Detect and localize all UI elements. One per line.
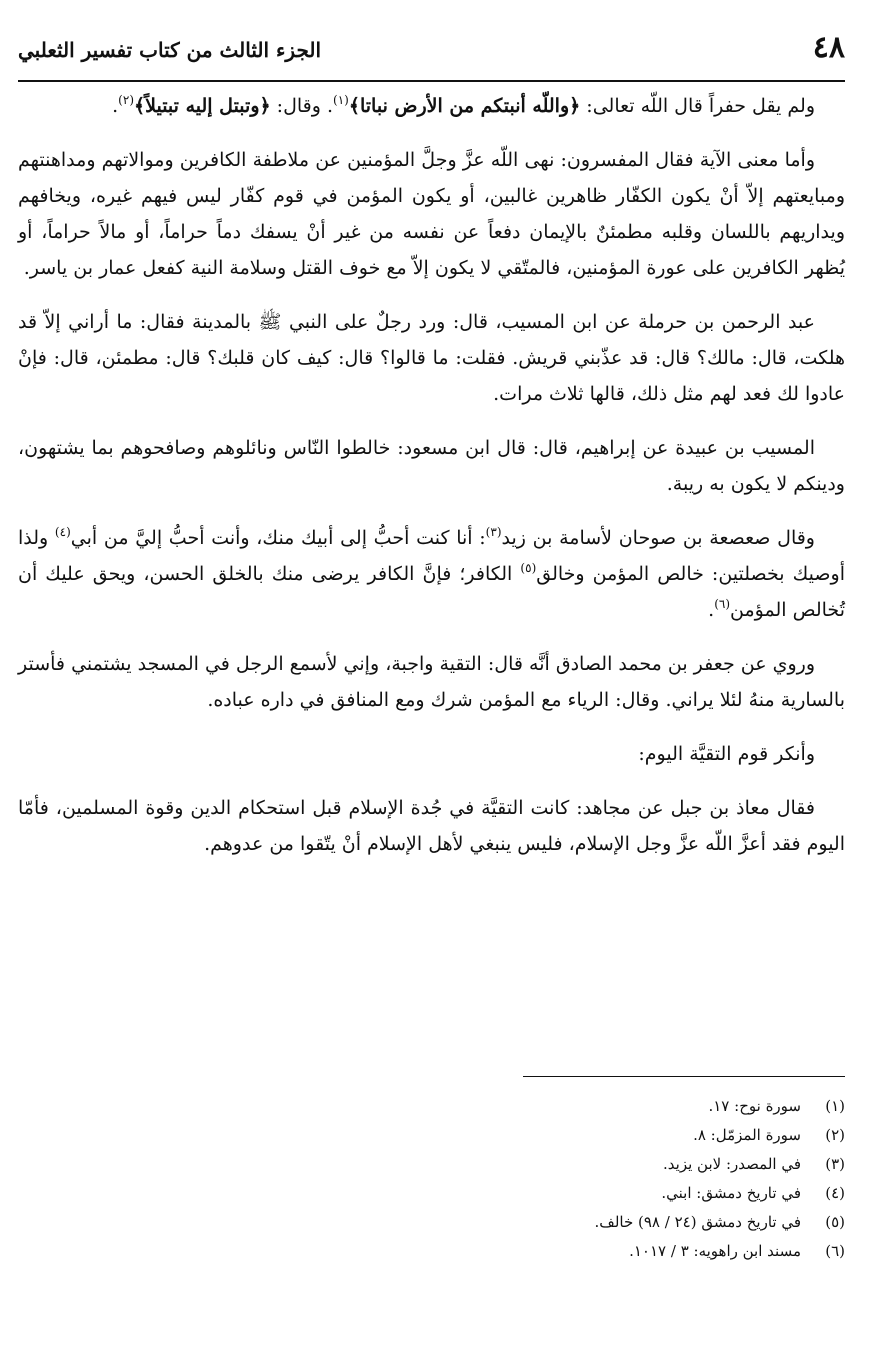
quran-quote-2: ﴿وتبتل إليه تبتيلاً﴾: [134, 95, 271, 117]
footnote-item: [425, 1208, 845, 1237]
footnote-item: [425, 1237, 845, 1266]
paragraph-1: [18, 88, 845, 124]
footnote-text: مسند ابن راهويه: ٣ / ١٠١٧.: [629, 1242, 801, 1260]
p5-text-3: ولذا أوصيك بخصلتين: خالص المؤمن وخالق: [18, 527, 845, 585]
main-text: [18, 88, 845, 880]
footnote-number: (١): [825, 1097, 845, 1115]
footnote-text: في تاريخ دمشق (٢٤ / ٩٨) خالف.: [594, 1213, 801, 1231]
footnote-number: (٦): [825, 1242, 845, 1260]
footnote-ref-4: (٤): [54, 525, 71, 539]
footnote-ref-3: (٣): [485, 525, 502, 539]
footnote-ref-1: (١): [333, 93, 349, 107]
footnote-number: (٣): [825, 1155, 845, 1173]
footnote-text: في المصدر: لابن يزيد.: [663, 1155, 801, 1173]
paragraph-8: فقال معاذ بن جبل عن مجاهد: كانت التقيَّة في جُدة الإسلام قبل استحكام الدين وقوة المسلمين، فأمّا اليوم فقد أعزَّ اللّه عزَّ وجل الإسلام، فليس ينبغي لأهل الإسلام أنْ يتّقوا من عدوهم.: [18, 797, 845, 855]
footnote-number: (٢): [825, 1126, 845, 1144]
p5-text-2: : أنا كنت أحبُّ إلى أبيك منك، وأنت أحبُّ إليَّ من أبي: [70, 527, 486, 549]
paragraph-5: [18, 520, 845, 628]
footnote-text: سورة نوح: ١٧.: [708, 1097, 801, 1115]
footnote-text: سورة المزمّل: ٨.: [693, 1126, 801, 1144]
p5-text-1: وقال صعصعة بن صوحان لأسامة بن زيد: [501, 527, 815, 549]
quran-quote-1: ﴿واللّه أنبتكم من الأرض نباتا﴾: [348, 95, 581, 117]
paragraph-2: وأما معنى الآية فقال المفسرون: نهى اللّه عزَّ وجلَّ المؤمنين عن ملاطفة الكافرين وموالاتهم ومداهنتهم ومبايعتهم إلاّ أنْ يكون الكفّار ظاهرين غالبين، أو يكون المؤمن في قوم كفّار ليس فيهم غيره، ويخافهم ويداريهم باللسان وقلبه مطمئنٌ بالإيمان دفعاً عن نفسه من غير أنْ يسفك دماً حراماً، أو مالاً حراماً، أو يُظهر الكافرين على عورة المؤمنين، فالمتّقي لا يكون إلاّ مع خوف القتل وسلامة النية كفعل عمار بن ياسر.: [18, 149, 845, 279]
p1-text-after: .: [112, 95, 119, 117]
footnote-ref-6: (٦): [714, 597, 731, 611]
footnote-item: [425, 1150, 845, 1179]
p1-text-before: ولم يقل حفراً قال اللّه تعالى:: [580, 95, 815, 117]
footnote-separator: [523, 1076, 845, 1077]
header-rule: [18, 80, 845, 82]
p1-text-middle: . وقال:: [270, 95, 334, 117]
page-number: ٤٨: [812, 30, 845, 65]
footnotes: [425, 1092, 845, 1266]
paragraph-7: وأنكر قوم التقيَّة اليوم:: [638, 743, 815, 765]
p5-text-4: الكافر؛ فإنَّ الكافر يرضى منك بالخلق الحسن، ويحق عليك أن تُخالص المؤمن: [18, 563, 845, 621]
running-title: الجزء الثالث من كتاب تفسير الثعلبي: [18, 38, 321, 62]
footnote-text: في تاريخ دمشق: ابني.: [661, 1184, 801, 1202]
p5-text-5: .: [708, 599, 715, 621]
footnote-item: [425, 1179, 845, 1208]
paragraph-6: وروي عن جعفر بن محمد الصادق أنَّه قال: التقية واجبة، وإني لأسمع الرجل في المسجد يشتمني فأستر بالسارية منهُ لئلا يراني. وقال: الرياء مع المؤمن شرك ومع المنافق في داره عباده.: [18, 653, 845, 711]
footnote-ref-5: (٥): [520, 561, 537, 575]
footnote-item: [425, 1092, 845, 1121]
footnote-item: [425, 1121, 845, 1150]
paragraph-3: عبد الرحمن بن حرملة عن ابن المسيب، قال: ورد رجلٌ على النبي ﷺ بالمدينة فقال: ما أراني إلاّ قد هلكت، قال: مالك؟ قال: قد عذّبني قريش. فقلت: ما قالوا؟ قال: كيف كان قلبك؟ قال: مطمئن، قال: فإنْ عادوا لك فعد لهم مثل ذلك، قالها ثلاث مرات.: [18, 311, 846, 405]
page-header: [18, 26, 845, 80]
paragraph-4: المسيب بن عبيدة عن إبراهيم، قال: قال ابن مسعود: خالطوا النّاس ونائلوهم وصافحوهم بما يشتهون، ودينكم لا يكون به ريبة.: [18, 437, 845, 495]
footnote-number: (٤): [825, 1184, 845, 1202]
footnote-ref-2: (٢): [118, 93, 134, 107]
footnote-number: (٥): [825, 1213, 845, 1231]
